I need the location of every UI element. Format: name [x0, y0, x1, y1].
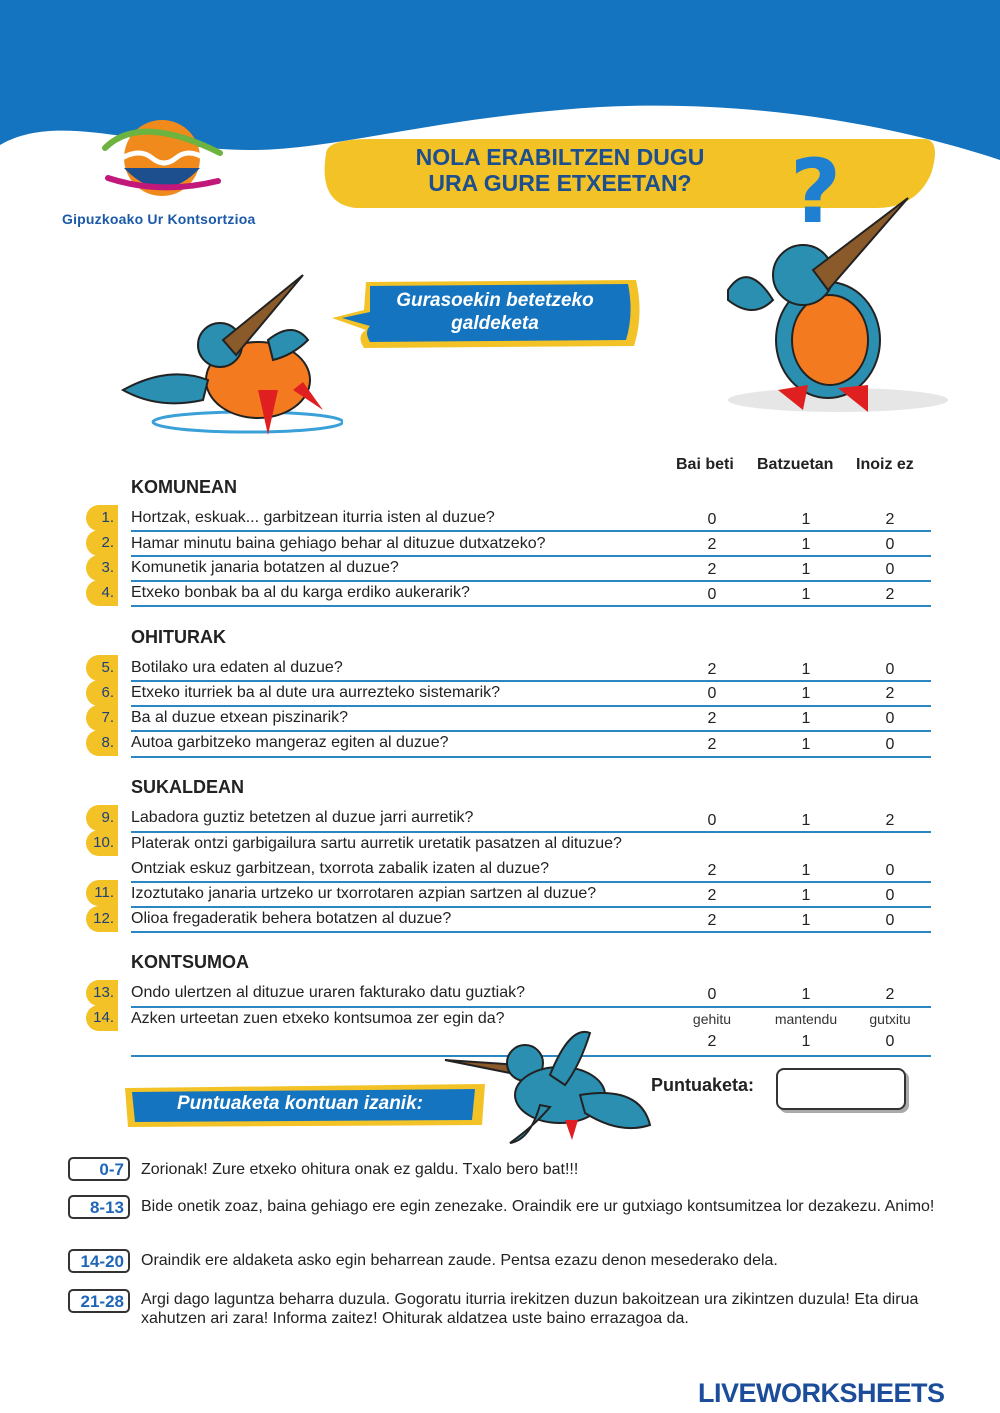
score-input[interactable]: [776, 1068, 906, 1110]
score-option[interactable]: 0: [885, 862, 895, 879]
score-option[interactable]: 0: [885, 536, 895, 553]
question-text: Hortzak, eskuak... garbitzean iturria isten al duzue?: [131, 509, 495, 526]
question-text: Ondo ulertzen al dituzue uraren fakturako datu guztiak?: [131, 984, 526, 1001]
score-option[interactable]: 1: [801, 986, 811, 1003]
question-number: 13.: [86, 980, 118, 1006]
question-text: Etxeko iturriek ba al dute ura aurrezteko sistemarik?: [131, 684, 501, 701]
score-option[interactable]: 2: [707, 862, 717, 879]
question-number: 6.: [86, 680, 118, 706]
question-number: 1.: [86, 505, 118, 531]
question-text: Botilako ura edaten al duzue?: [131, 659, 343, 676]
question-text: Hamar minutu baina gehiago behar al dituzue dutxatzeko?: [131, 535, 546, 552]
question-text: Komunetik janaria botatzen al duzue?: [131, 559, 399, 576]
question-number: 12.: [86, 906, 118, 932]
score-option[interactable]: 2: [885, 586, 895, 603]
question-text: Autoa garbitzeko mangeraz egiten al duzue?: [131, 734, 449, 751]
question-text: Izoztutako janaria urtzeko ur txorrotaren azpian sartzen al duzue?: [131, 885, 597, 902]
row-divider: [131, 831, 931, 833]
row-divider: [131, 756, 931, 758]
score-option[interactable]: 2: [885, 986, 895, 1003]
score-option[interactable]: 1: [801, 511, 811, 528]
question-text: Olioa fregaderatik behera botatzen al duzue?: [131, 910, 452, 927]
question-number: 9.: [86, 805, 118, 831]
score-option[interactable]: 1: [801, 586, 811, 603]
score-option[interactable]: 0: [885, 887, 895, 904]
question-number: 14.: [86, 1005, 118, 1031]
col-header-always: Bai beti: [676, 456, 734, 473]
row-divider: [131, 730, 931, 732]
row-divider: [131, 530, 931, 532]
score-option[interactable]: 1: [801, 561, 811, 578]
question-text: Platerak ontzi garbigailura sartu aurretik uretatik pasatzen al dituzue?: [131, 835, 622, 852]
col-header-sometimes: Batzuetan: [757, 456, 834, 473]
score-option[interactable]: 1: [801, 912, 811, 929]
score-range-text: Argi dago laguntza beharra duzula. Gogoratu iturria irekitzen duzun bakoitzean ura zikintzen duzula! Eta dirua xahutzen ari zara! Informa zaitez! Ohiturak aldatzea uste baino errazagoa da.: [141, 1291, 919, 1327]
score-option[interactable]: 0: [885, 561, 895, 578]
option-label: gutxitu: [869, 1011, 911, 1027]
score-option[interactable]: 1: [801, 661, 811, 678]
consortium-logo: [100, 113, 225, 203]
row-divider: [131, 931, 931, 933]
swimming-bird-illustration: [108, 270, 343, 440]
score-range-badge: 21-28: [68, 1289, 130, 1313]
score-option[interactable]: 1: [801, 862, 811, 879]
score-range-text: Oraindik ere aldaketa asko egin beharrean zaude. Pentsa ezazu denon mesederako dela.: [141, 1252, 778, 1269]
score-option[interactable]: 2: [885, 511, 895, 528]
score-range-badge: 14-20: [68, 1249, 130, 1273]
scoring-banner-text: Puntuaketa kontuan izanik:: [177, 1093, 423, 1114]
row-divider: [131, 1006, 931, 1008]
row-divider: [131, 881, 931, 883]
row-divider: [131, 906, 931, 908]
score-option[interactable]: 0: [707, 685, 717, 702]
question-number: 5.: [86, 655, 118, 681]
score-option[interactable]: 2: [885, 812, 895, 829]
score-option[interactable]: 1: [801, 710, 811, 727]
score-option[interactable]: 2: [707, 736, 717, 753]
option-label: mantendu: [774, 1011, 838, 1027]
question-number: 4.: [86, 580, 118, 606]
question-number: 8.: [86, 730, 118, 756]
section-title: SUKALDEAN: [131, 777, 245, 797]
col-header-never: Inoiz ez: [856, 456, 914, 473]
section-title: OHITURAK: [131, 627, 226, 647]
question-mark-icon: ?: [790, 140, 842, 243]
score-option[interactable]: 2: [707, 661, 717, 678]
question-number: 10.: [86, 830, 118, 856]
section-title: KONTSUMOA: [131, 952, 249, 972]
score-option[interactable]: 2: [885, 685, 895, 702]
row-divider: [131, 555, 931, 557]
score-option[interactable]: 1: [801, 1033, 811, 1050]
question-number: 7.: [86, 705, 118, 731]
score-option[interactable]: 2: [707, 887, 717, 904]
score-option[interactable]: 0: [885, 736, 895, 753]
row-divider: [131, 680, 931, 682]
score-option[interactable]: 0: [885, 1033, 895, 1050]
question-text: Etxeko bonbak ba al du karga erdiko aukerarik?: [131, 584, 470, 601]
score-option[interactable]: 1: [801, 536, 811, 553]
score-option[interactable]: 0: [707, 586, 717, 603]
liveworksheets-logo[interactable]: LIVEWORKSHEETS: [698, 1378, 945, 1408]
question-number: 2.: [86, 530, 118, 556]
row-divider: [131, 605, 931, 607]
question-number: 11.: [86, 880, 118, 906]
score-range-text: Bide onetik zoaz, baina gehiago ere egin zenezake. Oraindik ere ur gutxiago kontsumitzea lor dezakezu. Animo!: [141, 1198, 935, 1215]
question-text-continued: Ontziak eskuz garbitzean, txorrota zabalik izaten al duzue?: [131, 860, 550, 877]
page-title: NOLA ERABILTZEN DUGU URA GURE ETXEETAN?: [415, 144, 705, 196]
score-option[interactable]: 0: [885, 661, 895, 678]
score-option[interactable]: 0: [885, 912, 895, 929]
standing-bird-illustration: [718, 190, 963, 420]
score-option[interactable]: 2: [707, 1033, 717, 1050]
section-title: KOMUNEAN: [131, 477, 237, 497]
score-range-text: Zorionak! Zure etxeko ohitura onak ez galdu. Txalo bero bat!!!: [141, 1161, 579, 1178]
score-option[interactable]: 1: [801, 812, 811, 829]
score-option[interactable]: 2: [707, 536, 717, 553]
row-divider: [131, 705, 931, 707]
score-option[interactable]: 1: [801, 736, 811, 753]
score-label: Puntuaketa:: [651, 1075, 755, 1095]
question-number: 3.: [86, 555, 118, 581]
bubble-text: Gurasoekin betetzeko galdeketa: [396, 290, 594, 334]
score-range-badge: 0-7: [68, 1157, 130, 1181]
score-option[interactable]: 1: [801, 685, 811, 702]
option-label: gehitu: [692, 1011, 732, 1027]
question-text: Ba al duzue etxean piszinarik?: [131, 709, 349, 726]
question-text: Azken urteetan zuen etxeko kontsumoa zer egin da?: [131, 1010, 505, 1027]
score-option[interactable]: 0: [707, 511, 717, 528]
score-option[interactable]: 2: [707, 561, 717, 578]
org-name: Gipuzkoako Ur Kontsortzioa: [62, 211, 256, 227]
score-option[interactable]: 2: [707, 710, 717, 727]
score-option[interactable]: 0: [707, 986, 717, 1003]
row-divider: [131, 580, 931, 582]
score-option[interactable]: 1: [801, 887, 811, 904]
score-option[interactable]: 0: [885, 710, 895, 727]
score-option[interactable]: 0: [707, 812, 717, 829]
score-range-badge: 8-13: [68, 1195, 130, 1219]
question-text: Labadora guztiz betetzen al duzue jarri aurretik?: [131, 809, 474, 826]
score-option[interactable]: 2: [707, 912, 717, 929]
